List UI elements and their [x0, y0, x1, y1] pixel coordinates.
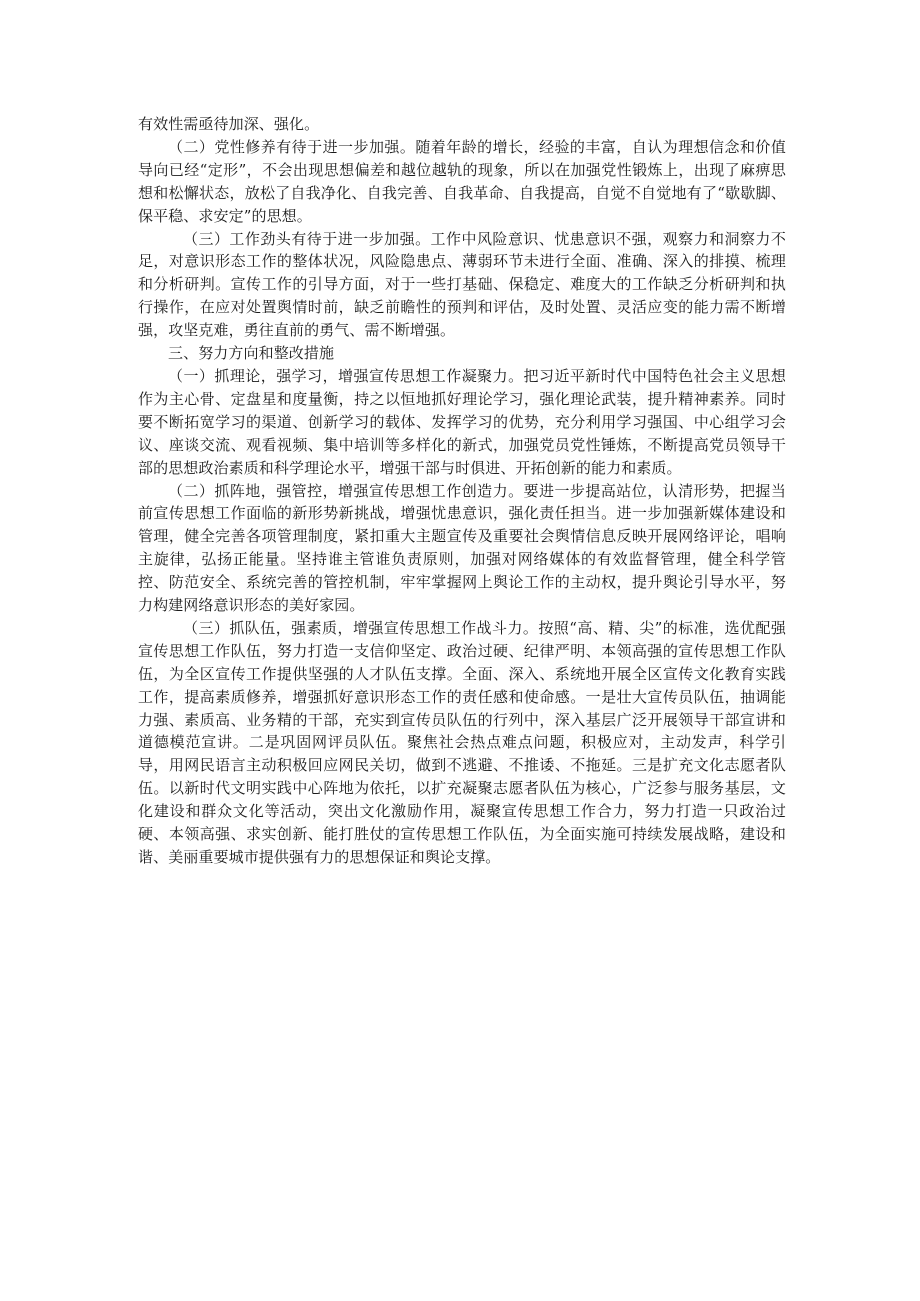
- paragraph-theory-study: （一）抓理论，强学习，增强宣传思想工作凝聚力。把习近平新时代中国特色社会主义思想作为主心骨、定盘星和度量衡，持之以恒地抓好理论学习，强化理论武装，提升精神素养。同时要不断拓宽学习的渠道、创新学习的载体、发挥学习的优势，充分利用学习强国、中心组学习会议、座谈交流、观看视频、集中培训等多样化的新式，加强党员党性锤炼，不断提高党员领导干部的思想政治素质和科学理论水平，增强干部与时俱进、开拓创新的能力和素质。: [138, 366, 786, 477]
- section-heading-rectification: 三、努力方向和整改措施: [168, 344, 335, 363]
- document-page: [138, 113, 786, 869]
- paragraph-team-quality: （三）抓队伍，强素质，增强宣传思想工作战斗力。按照“高、精、尖”的标准，选优配强宣传思想工作队伍，努力打造一支信仰坚定、政治过硬、纪律严明、本领高强的宣传思想工作队伍，为全区宣传工作提供坚强的人才队伍支撑。全面、深入、系统地开展全区宣传文化教育实践工作，提高素质修养，增强抓好意识形态工作的责任感和使命感。一是壮大宣传员队伍，抽调能力强、素质高、业务精的干部，充实到宣传员队伍的行列中，深入基层广泛开展领导干部宣讲和道德模范宣讲。二是巩固网评员队伍。聚焦社会热点难点问题，积极应对，主动发声，科学引导，用网民语言主动积极回应网民关切，做到不逃避、不推诿、不拖延。三是扩充文化志愿者队伍。以新时代文明实践中心阵地为依托，以扩充凝聚志愿者队伍为核心，广泛参与服务基层，文化建设和群众文化等活动，突出文化激励作用，凝聚宣传思想工作合力，努力打造一只政治过硬、本领高强、求实创新、能打胜仗的宣传思想工作队伍，为全面实施可持续发展战略，建设和谐、美丽重要城市提供强有力的思想保证和舆论支撑。: [138, 618, 786, 866]
- paragraph-continuation: 有效性需亟待加深、强化。: [138, 115, 320, 133]
- paragraph-party-spirit: （二）党性修养有待于进一步加强。随着年龄的增长，经验的丰富，自认为理想信念和价值导向已经“定形”，不会出现思想偏差和越位越轨的现象，所以在加强党性锻炼上，出现了麻痹思想和松懈状态，放松了自我净化、自我完善、自我革命、自我提高，自觉不自觉地有了“歇歇脚、保平稳、求安定”的思想。: [138, 137, 786, 225]
- paragraph-work-drive: （三）工作劲头有待于进一步加强。工作中风险意识、忧患意识不强，观察力和洞察力不足，对意识形态工作的整体状况，风险隐患点、薄弱环节未进行全面、准确、深入的排摸、梳理和分析研判。宣传工作的引导方面，对于一些打基础、保稳定、难度大的工作缺乏分析研判和执行操作，在应对处置舆情时前，缺乏前瞻性的预判和评估，及时处置、灵活应变的能力需不断增强，攻坚克难，勇往直前的勇气、需不断增强。: [138, 229, 786, 340]
- paragraph-position-control: （二）抓阵地，强管控，增强宣传思想工作创造力。要进一步提高站位，认清形势，把握当前宣传思想工作面临的新形势新挑战，增强忧患意识，强化责任担当。进一步加强新媒体建设和管理，健全完善各项管理制度，紧扣重大主题宣传及重要社会舆情信息反映开展网络评论，唱响主旋律，弘扬正能量。坚持谁主管谁负责原则，加强对网络媒体的有效监督管理，健全科学管控、防范安全、系统完善的管控机制，牢牢掌握网上舆论工作的主动权，提升舆论引导水平，努力构建网络意识形态的美好家园。: [138, 481, 786, 615]
